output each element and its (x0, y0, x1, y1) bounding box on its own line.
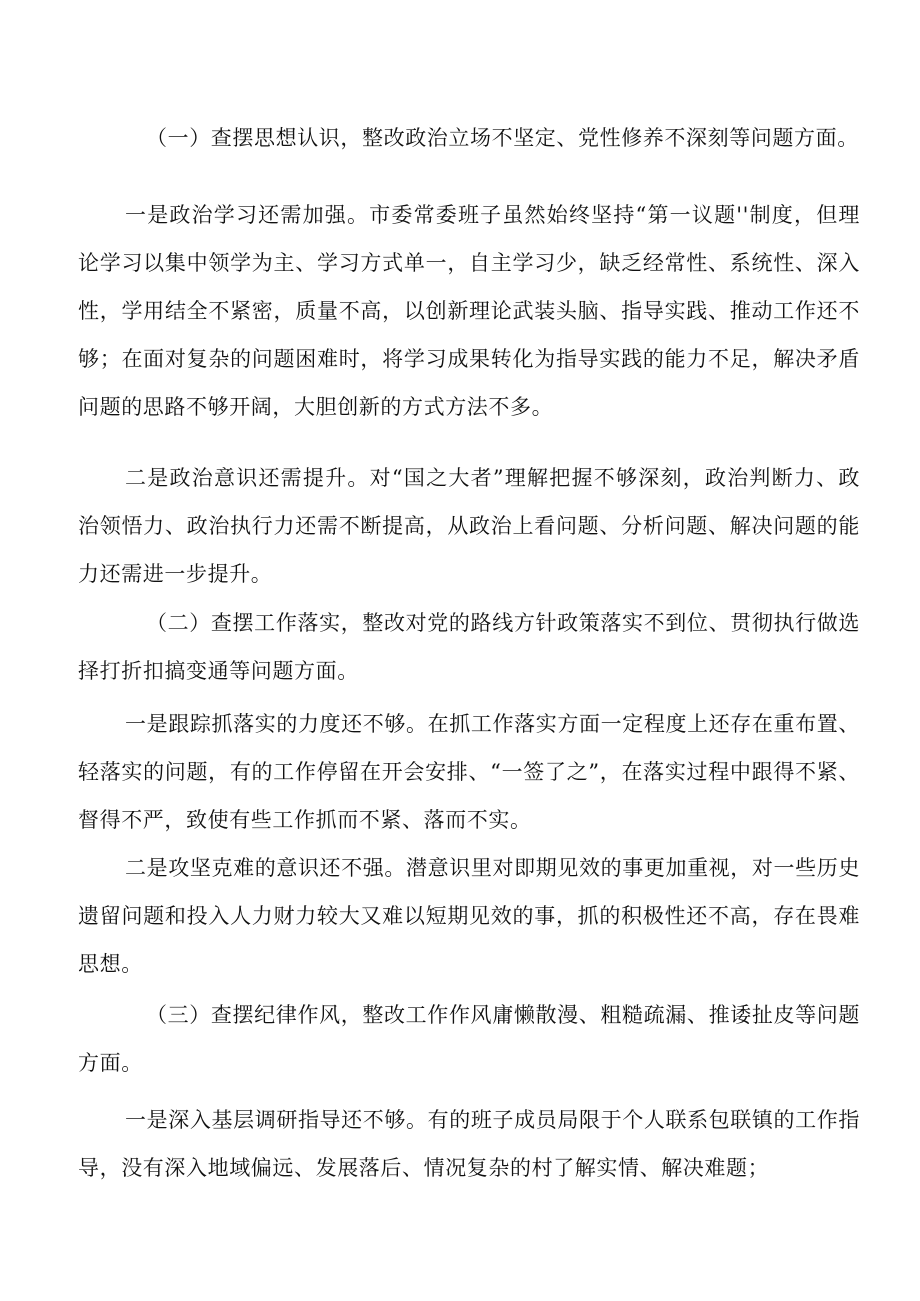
body-paragraph: 一是跟踪抓落实的力度还不够。在抓工作落实方面一定程度上还存在重布置、轻落实的问题，有的工作停留在开会安排、“一签了之”，在落实过程中跟得不紧、督得不严，致使有些工作抓而不紧、落而不实。 (78, 712, 860, 832)
body-paragraph: 一是政治学习还需加强。市委常委班子虽然始终坚持“第一议题''制度，但理论学习以集中领学为主、学习方式单一，自主学习少，缺乏经常性、系统性、深入性，学用结全不紧密，质量不高，以创新理论武装头脑、指导实践、推动工作还不够；在面对复杂的问题困难时，将学习成果转化为指导实践的能力不足，解决矛盾问题的思路不够开阔，大胆创新的方式方法不多。 (78, 203, 860, 419)
section-heading-3: （三）查摆纪律作风，整改工作作风庸懒散漫、粗糙疏漏、推诿扯皮等问题方面。 (78, 1003, 860, 1075)
section-heading-2: （二）查摆工作落实，整改对党的路线方针政策落实不到位、贯彻执行做选择打折扣搞变通等问题方面。 (78, 611, 860, 683)
body-paragraph: 二是政治意识还需提升。对“国之大者”理解把握不够深刻，政治判断力、政治领悟力、政治执行力还需不断提高，从政治上看问题、分析问题、解决问题的能力还需进一步提升。 (78, 466, 860, 586)
body-paragraph: 二是攻坚克难的意识还不强。潜意识里对即期见效的事更加重视，对一些历史遗留问题和投入人力财力较大又难以短期见效的事，抓的积极性还不高，存在畏难思想。 (78, 856, 860, 976)
body-paragraph: 一是深入基层调研指导还不够。有的班子成员局限于个人联系包联镇的工作指导，没有深入地域偏远、发展落后、情况复杂的村了解实情、解决难题； (78, 1108, 860, 1180)
section-heading-1: （一）查摆思想认识，整改政治立场不坚定、党性修养不深刻等问题方面。 (146, 126, 859, 150)
